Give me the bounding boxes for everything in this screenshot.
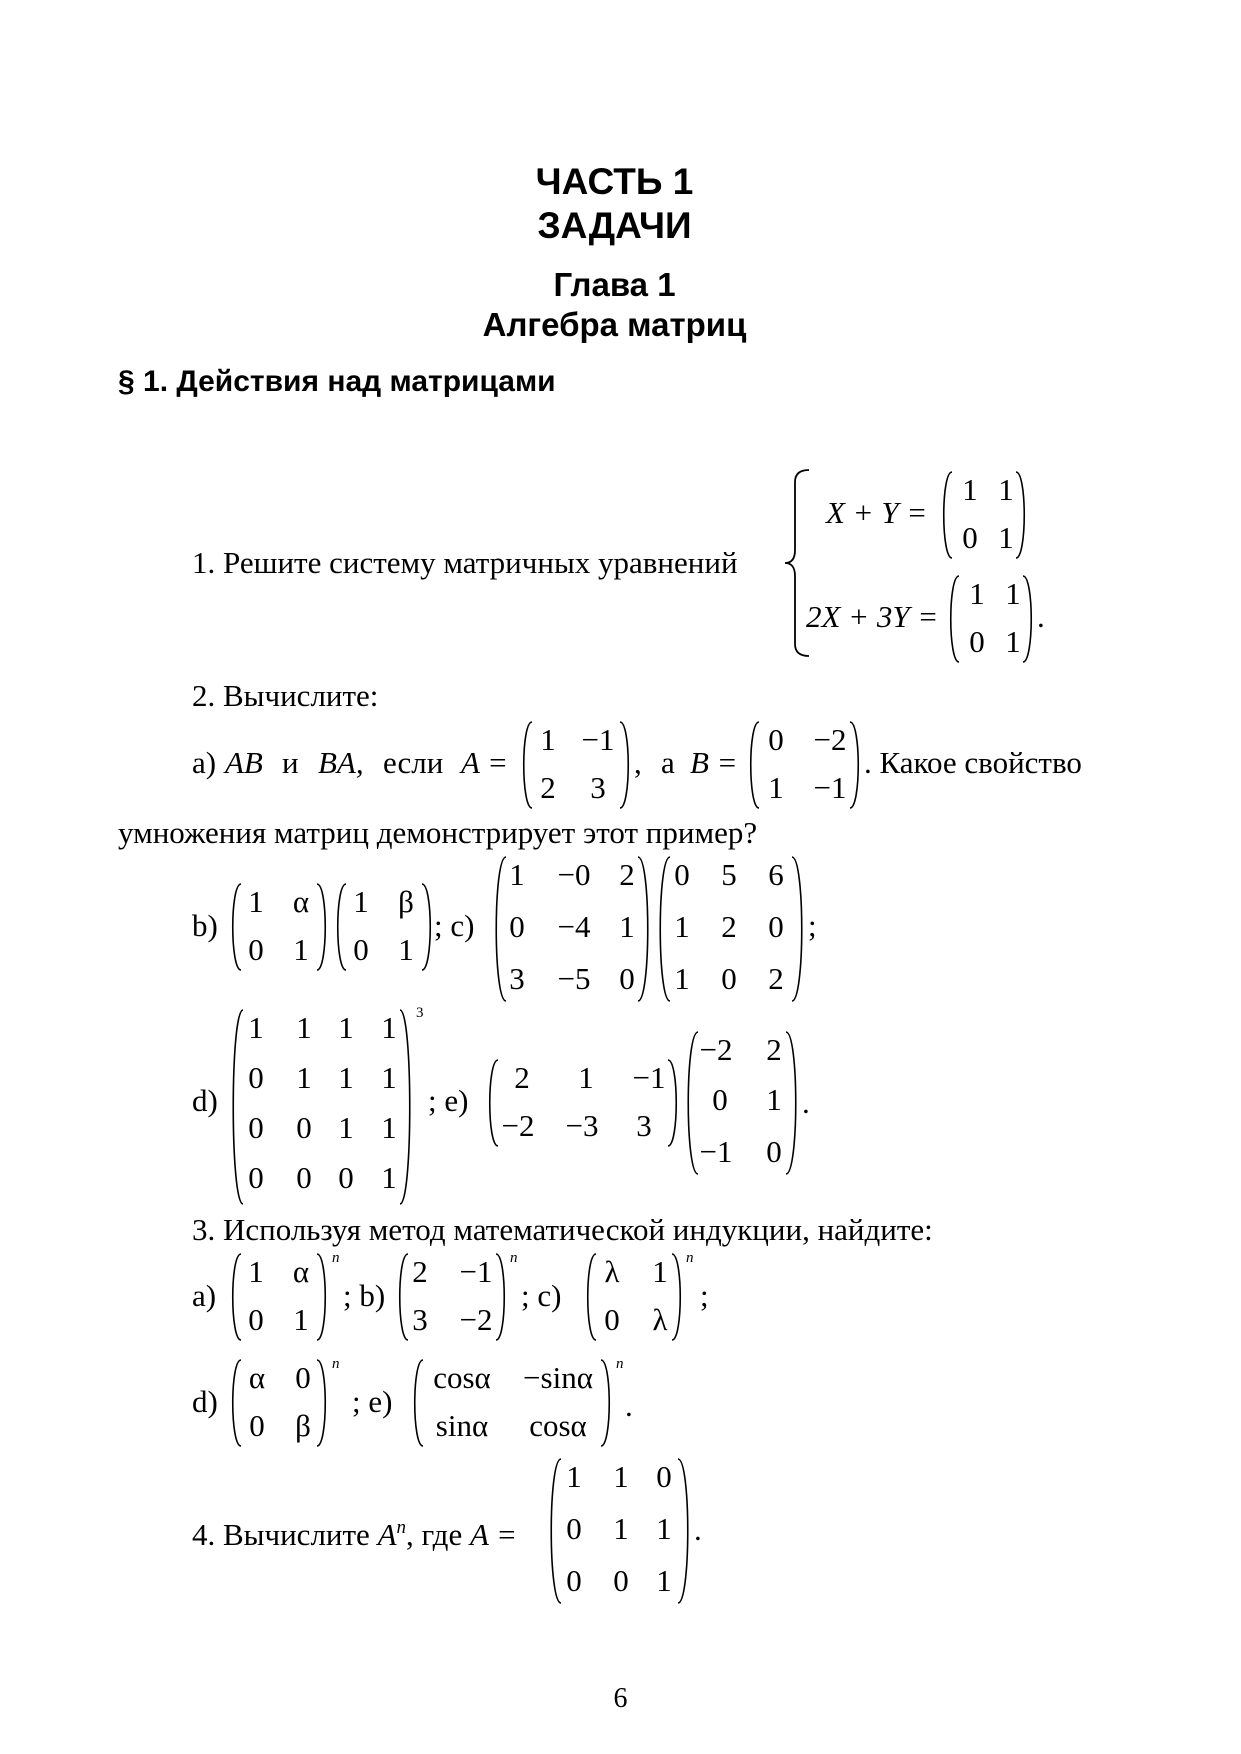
matrix-a-label: A = xyxy=(461,745,509,780)
matrix-cell: α xyxy=(248,1360,266,1395)
matrix-cell: 1 xyxy=(248,884,264,919)
matrix-cell: 1 xyxy=(338,1010,354,1045)
matrix-cell: −2 xyxy=(459,1302,493,1337)
page-number: 6 xyxy=(613,1683,628,1714)
matrix-cell: 2 xyxy=(514,1060,530,1095)
matrix-cell: 1 xyxy=(768,770,784,805)
matrix-cell: 1 xyxy=(381,1010,397,1045)
matrix-cell: 1 xyxy=(338,1060,354,1095)
matrix-cell: 0 xyxy=(248,932,264,967)
matrix-cell: 3 xyxy=(412,1302,428,1337)
power-n: n xyxy=(396,1517,406,1538)
problem-4-prefix: 4. Вычислите xyxy=(192,1517,378,1552)
matrix-cell: α xyxy=(292,1254,310,1289)
matrix-cell: 0 xyxy=(962,520,978,555)
matrix-cell: 0 xyxy=(766,1134,782,1169)
matrix-cell: 3 xyxy=(590,770,606,805)
matrix-cell: sinα xyxy=(435,1408,489,1443)
matrix-cell: 1 xyxy=(1005,624,1021,659)
matrix-cell: 0 xyxy=(566,1511,582,1546)
matrix-cell: 0 xyxy=(712,1082,728,1117)
matrix-cell: 3 xyxy=(509,961,525,996)
word-and: и xyxy=(282,745,299,780)
product-ba: BA, xyxy=(318,745,364,780)
matrix-cell: 5 xyxy=(721,857,737,892)
problem-3e-label: ; e) xyxy=(352,1384,393,1419)
matrix-cell: 1 xyxy=(381,1110,397,1145)
comma: , xyxy=(634,745,642,780)
matrix-2e-2 xyxy=(684,1030,800,1176)
product-ab: AB xyxy=(225,745,263,780)
matrix-cell: 1 xyxy=(962,472,978,507)
matrix-cell: 1 xyxy=(353,884,369,919)
matrix-cell: 1 xyxy=(248,1254,264,1289)
semicolon: ; xyxy=(700,1278,709,1313)
matrix-cell: 0 xyxy=(721,961,737,996)
matrix-cell: 1 xyxy=(540,722,556,757)
matrix-2c-2 xyxy=(656,855,806,1003)
matrix-cell: 1 xyxy=(998,520,1014,555)
power-n: n xyxy=(510,1250,518,1266)
matrix-cell: 1 xyxy=(293,932,309,967)
matrix-b xyxy=(747,720,862,810)
matrix-3b xyxy=(396,1252,508,1342)
power-3: 3 xyxy=(416,1005,424,1021)
part-title: ЧАСТЬ 1 xyxy=(535,161,694,202)
matrix-cell: 0 xyxy=(296,1110,312,1145)
matrix-2b-1 xyxy=(229,882,329,972)
matrix-cell: 2 xyxy=(540,770,556,805)
matrix-2c-1 xyxy=(492,855,652,1003)
matrix-cell: cosα xyxy=(529,1408,587,1443)
matrix-cell: 1 xyxy=(766,1082,782,1117)
section-title: § 1. Действия над матрицами xyxy=(118,365,556,398)
matrix-3a xyxy=(229,1252,329,1342)
period: . xyxy=(802,1085,810,1120)
matrix-cell: 1 xyxy=(566,1459,582,1494)
matrix-3d xyxy=(229,1358,329,1448)
chapter-number: Глава 1 xyxy=(553,266,676,303)
problem-3c-label: ; c) xyxy=(521,1278,562,1313)
matrix-cell: 2 xyxy=(766,1032,782,1067)
matrix-cell: 0 xyxy=(248,1060,264,1095)
equation-2-lhs: 2X + 3Y = xyxy=(806,599,939,634)
equation-1-lhs: X + Y = xyxy=(826,495,928,530)
problem-2b-label: b) xyxy=(192,908,218,943)
problem-2e-label: ; e) xyxy=(428,1083,469,1118)
matrix-cell: 1 xyxy=(1005,576,1021,611)
matrix-cell: 1 xyxy=(296,1060,312,1095)
matrix-cell: −4 xyxy=(557,909,591,944)
matrix-cell: λ xyxy=(604,1254,620,1289)
matrix-cell: 1 xyxy=(296,1010,312,1045)
matrix-cell: −1 xyxy=(581,722,615,757)
matrix-cell: 1 xyxy=(674,909,690,944)
period: . xyxy=(694,1512,702,1547)
matrix-cell: 1 xyxy=(381,1060,397,1095)
chapter-heading xyxy=(0,265,1235,345)
matrix-cell: 0 xyxy=(619,961,635,996)
problem-2d-label: d) xyxy=(192,1083,218,1118)
matrix-cell: β xyxy=(295,1408,311,1443)
matrix-cell: −1 xyxy=(699,1134,733,1169)
problem-1-text: 1. Решите систему матричных уравнений xyxy=(192,545,738,580)
matrix-cell: 1 xyxy=(674,961,690,996)
matrix-cell: 1 xyxy=(998,472,1014,507)
matrix-cell: 0 xyxy=(249,1408,265,1443)
matrix-cell: −3 xyxy=(565,1108,599,1143)
matrix-cell: cosα xyxy=(433,1360,491,1395)
question-text: . Какое свойство xyxy=(864,745,1082,780)
matrix-cell: 1 xyxy=(578,1060,594,1095)
matrix-cell: λ xyxy=(652,1302,668,1337)
problem-2-title: 2. Вычислите: xyxy=(192,678,379,713)
matrix-2b-2 xyxy=(334,882,434,972)
matrix-cell: 1 xyxy=(652,1254,668,1289)
matrix-cell: 0 xyxy=(295,1360,311,1395)
matrix-cell: −sinα xyxy=(523,1360,593,1395)
chapter-title: Алгебра матриц xyxy=(482,306,747,343)
matrix-cell: 1 xyxy=(509,857,525,892)
power-n: n xyxy=(616,1356,624,1372)
matrix-cell: 0 xyxy=(509,909,525,944)
matrix-cell: β xyxy=(398,884,414,919)
matrix-cell: 0 xyxy=(674,857,690,892)
matrix-cell: 1 xyxy=(619,909,635,944)
semicolon: ; xyxy=(808,908,817,943)
matrix-cell: 0 xyxy=(353,932,369,967)
question-line-2: умножения матриц демонстрирует этот пример? xyxy=(118,815,758,850)
matrix-cell: 0 xyxy=(613,1563,629,1598)
matrix-cell: −2 xyxy=(699,1032,733,1067)
matrix-2d xyxy=(229,1008,414,1206)
matrix-cell: 0 xyxy=(566,1563,582,1598)
problem-3a-label: a) xyxy=(192,1278,217,1313)
matrix-cell: −1 xyxy=(632,1060,666,1095)
equation-2-period: . xyxy=(1037,599,1045,634)
matrix-2e-1 xyxy=(486,1058,680,1148)
problem-2a-label: a) xyxy=(192,745,217,780)
matrix-cell: −1 xyxy=(813,770,847,805)
matrix-cell: 1 xyxy=(969,576,985,611)
matrix-cell: 0 xyxy=(248,1110,264,1145)
matrix-4 xyxy=(547,1457,692,1605)
matrix-cell: 1 xyxy=(248,1010,264,1045)
problem-3b-label: ; b) xyxy=(343,1278,386,1313)
problem-2c-label: ; c) xyxy=(434,908,475,943)
matrix-cell: 0 xyxy=(768,722,784,757)
problem-4-mid: , где xyxy=(406,1517,470,1552)
matrix-cell: 1 xyxy=(338,1110,354,1145)
matrix-cell: 3 xyxy=(636,1108,652,1143)
matrix-a-symbol: A xyxy=(377,1517,397,1552)
equation-1-matrix xyxy=(940,470,1028,560)
problem-4-text xyxy=(192,1510,517,1553)
matrix-cell: 1 xyxy=(613,1511,629,1546)
matrix-cell: 1 xyxy=(656,1563,672,1598)
matrix-cell: 1 xyxy=(398,932,414,967)
matrix-cell: 2 xyxy=(721,909,737,944)
matrix-cell: −5 xyxy=(557,961,591,996)
matrix-a xyxy=(520,720,632,810)
matrix-cell: 1 xyxy=(656,1511,672,1546)
word-if: если xyxy=(383,745,444,780)
period: . xyxy=(625,1388,633,1423)
matrix-cell: 0 xyxy=(604,1302,620,1337)
matrix-3c xyxy=(584,1252,684,1342)
power-n: n xyxy=(686,1250,694,1266)
part-heading xyxy=(0,160,1235,248)
matrix-cell: 0 xyxy=(969,624,985,659)
matrix-cell: α xyxy=(292,884,310,919)
word-a: а xyxy=(661,745,675,780)
matrix-cell: 1 xyxy=(613,1459,629,1494)
power-n: n xyxy=(332,1250,340,1266)
matrix-cell: 0 xyxy=(248,1302,264,1337)
matrix-cell: −2 xyxy=(501,1108,535,1143)
matrix-cell: −2 xyxy=(813,722,847,757)
part-subtitle: ЗАДАЧИ xyxy=(537,205,692,246)
matrix-cell: 2 xyxy=(619,857,635,892)
matrix-cell: 2 xyxy=(768,961,784,996)
matrix-cell: 2 xyxy=(412,1254,428,1289)
matrix-cell: −0 xyxy=(557,857,591,892)
matrix-a-label: A = xyxy=(469,1517,517,1552)
matrix-cell: 0 xyxy=(296,1160,312,1195)
equation-2-matrix xyxy=(947,574,1035,664)
problem-3-title: 3. Используя метод математической индукции, найдите: xyxy=(192,1212,933,1247)
matrix-3e xyxy=(411,1358,613,1448)
matrix-cell: 0 xyxy=(656,1459,672,1494)
matrix-cell: 1 xyxy=(293,1302,309,1337)
matrix-cell: 0 xyxy=(248,1160,264,1195)
matrix-cell: −1 xyxy=(459,1254,493,1289)
matrix-cell: 0 xyxy=(768,909,784,944)
matrix-cell: 6 xyxy=(768,857,784,892)
power-n: n xyxy=(332,1356,340,1372)
matrix-b-label: B = xyxy=(690,745,738,780)
problem-3d-label: d) xyxy=(192,1384,218,1419)
matrix-cell: 1 xyxy=(381,1160,397,1195)
matrix-cell: 0 xyxy=(338,1160,354,1195)
